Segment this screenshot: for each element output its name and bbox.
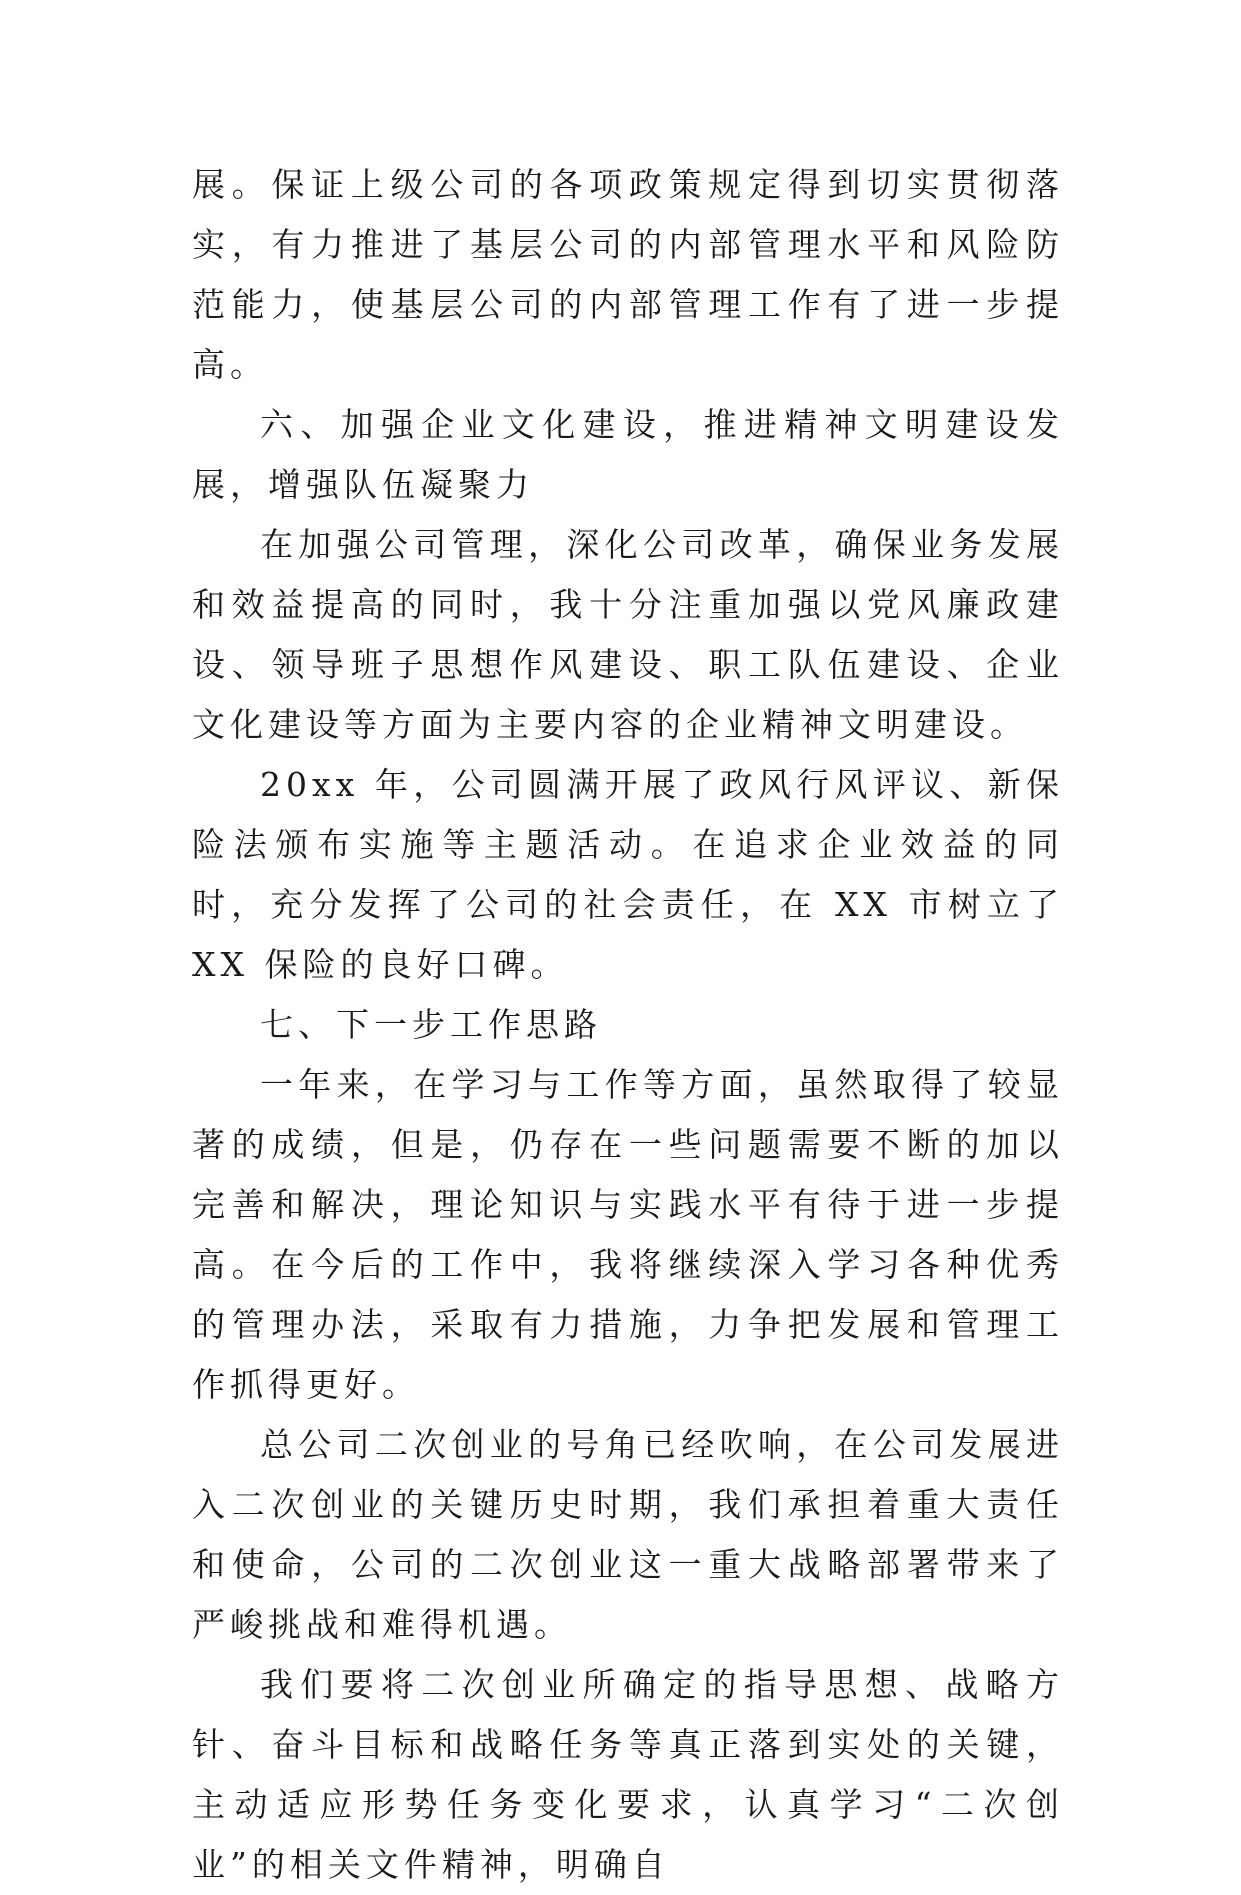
section-heading-seven: 七、下一步工作思路	[260, 1005, 602, 1044]
paragraph-6: 我们要将二次创业所确定的指导思想、战略方针、奋斗目标和战略任务等真正落到实处的关键，主动适应形势任务变化要求，认真学习“二次创业”的相关文件精神，明确自	[192, 1665, 1064, 1884]
paragraph-5: 总公司二次创业的号角已经吹响，在公司发展进入二次创业的关键历史时期，我们承担着重大责任和使命，公司的二次创业这一重大战略部署带来了严峻挑战和难得机遇。	[192, 1425, 1064, 1644]
paragraph-4: 一年来，在学习与工作等方面，虽然取得了较显著的成绩，但是，仍存在一些问题需要不断的加以完善和解决，理论知识与实践水平有待于进一步提高。在今后的工作中，我将继续深入学习各种优秀的管理办法，采取有力措施，力争把发展和管理工作抓得更好。	[192, 1065, 1064, 1404]
document-body	[192, 155, 1064, 1895]
paragraph-3: 20xx 年，公司圆满开展了政风行风评议、新保险法颁布实施等主题活动。在追求企业效益的同时，充分发挥了公司的社会责任，在 XX 市树立了 XX 保险的良好口碑。	[192, 765, 1064, 984]
paragraph-1: 展。保证上级公司的各项政策规定得到切实贯彻落实，有力推进了基层公司的内部管理水平和风险防范能力，使基层公司的内部管理工作有了进一步提高。	[192, 165, 1064, 384]
paragraph-2: 在加强公司管理，深化公司改革，确保业务发展和效益提高的同时，我十分注重加强以党风廉政建设、领导班子思想作风建设、职工队伍建设、企业文化建设等方面为主要内容的企业精神文明建设。	[192, 525, 1064, 744]
section-heading-six: 六、加强企业文化建设，推进精神文明建设发展，增强队伍凝聚力	[192, 405, 1064, 504]
